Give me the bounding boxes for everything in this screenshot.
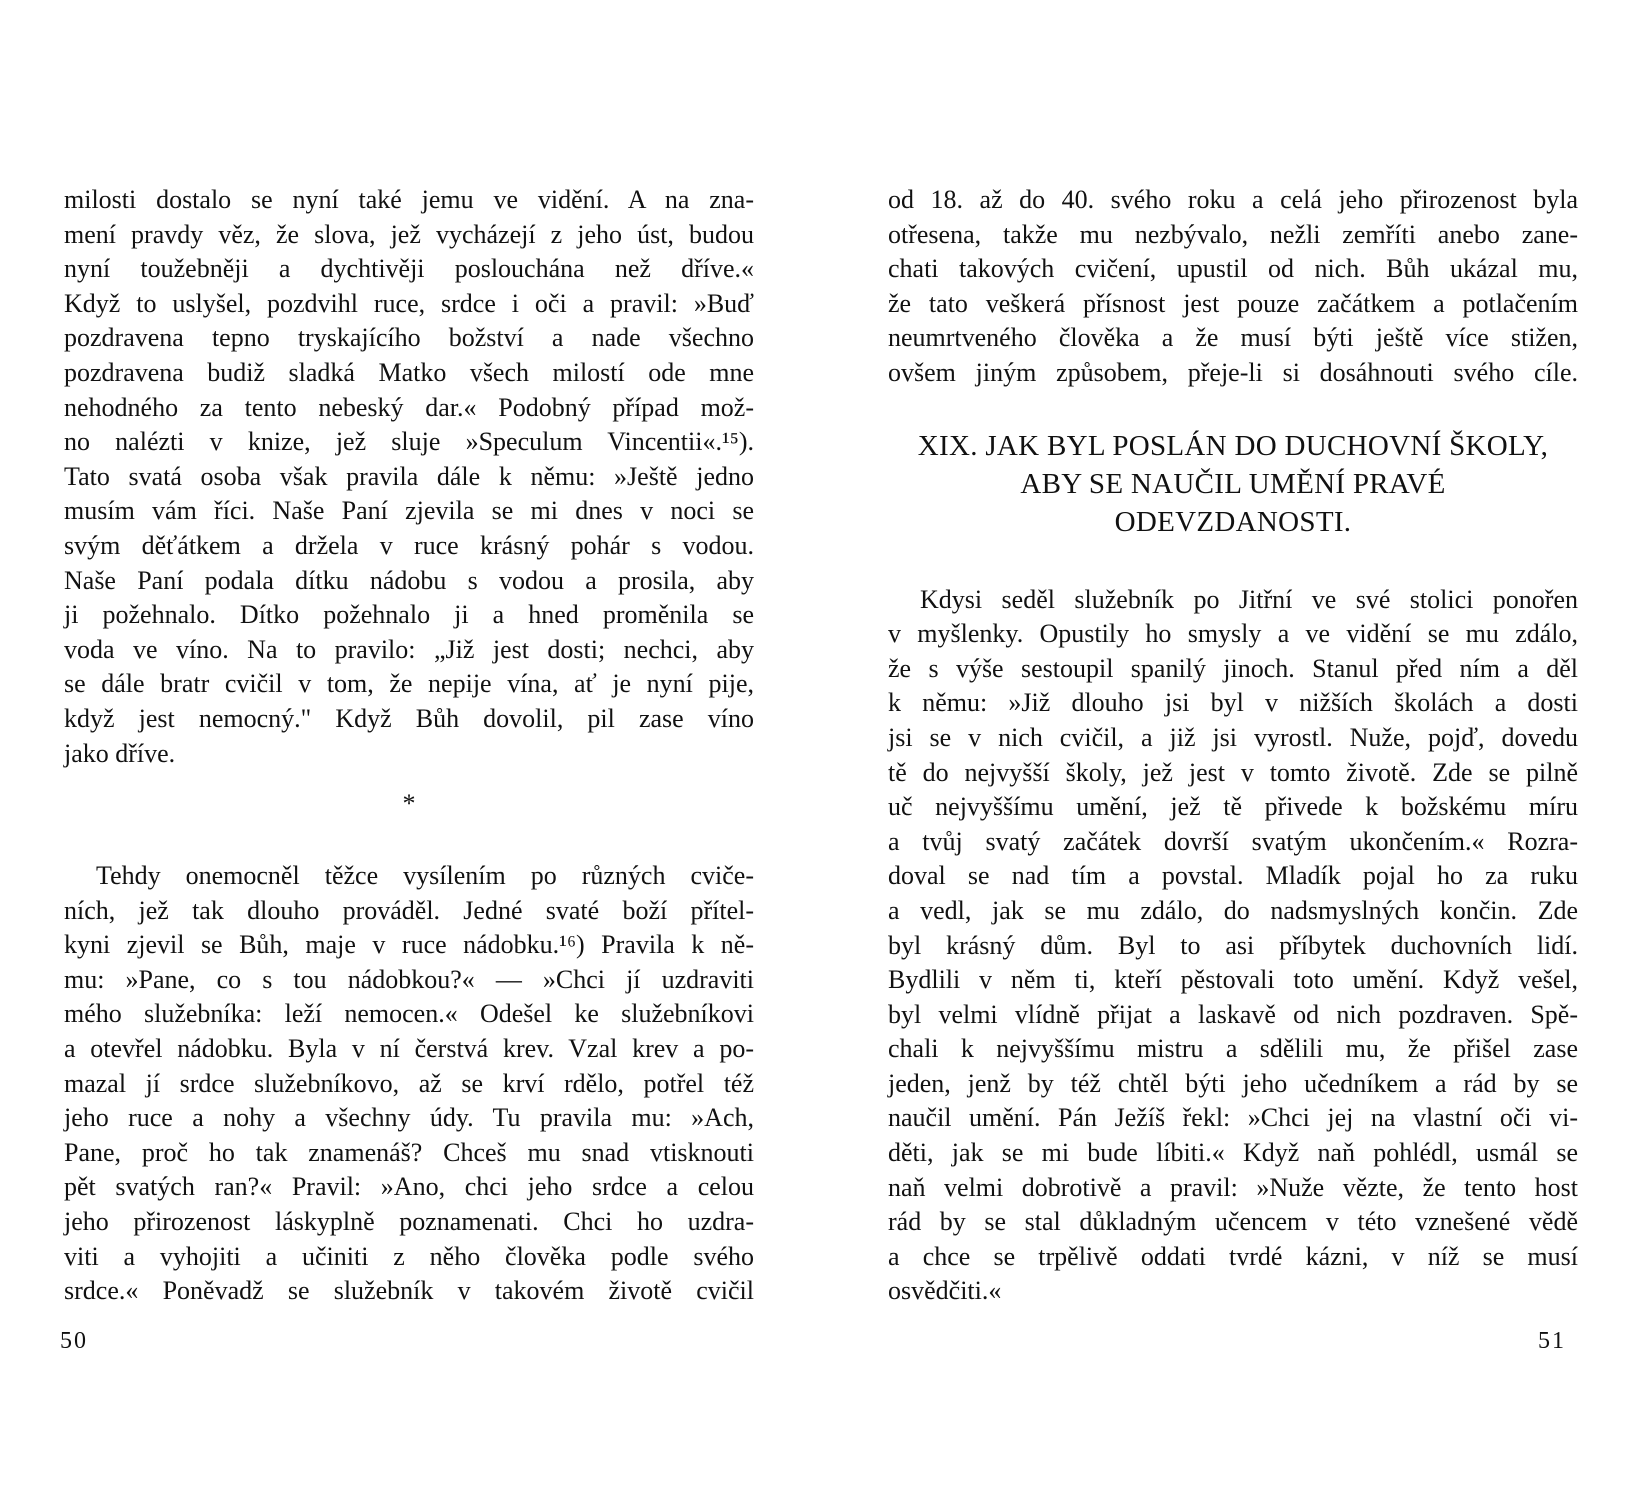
text-line: byl velmi vlídně přijat a laskavě od nich pozdraven. Spě- xyxy=(888,999,1578,1029)
left-paragraph-2 xyxy=(64,859,754,1309)
text-line: naučil umění. Pán Ježíš řekl: »Chci jej na vlastní oči vi- xyxy=(888,1103,1578,1133)
text-line: a otevřel nádobku. Byla v ní čerstvá krev. Vzal krev a po- xyxy=(64,1034,754,1064)
chapter-heading-line: XIX. JAK BYL POSLÁN DO DUCHOVNÍ ŠKOLY, xyxy=(917,429,1549,462)
text-line: naň velmi dobrotivě a pravil: »Nuže vězte, že tento host xyxy=(888,1172,1578,1202)
text-line: v myšlenky. Opustily ho smysly a ve vidění se mu zdálo, xyxy=(888,619,1578,649)
chapter-heading-line: ABY SE NAUČIL UMĚNÍ PRAVÉ xyxy=(1020,467,1446,500)
text-line: jeden, jenž by též chtěl býti jeho učedníkem a rád by se xyxy=(888,1068,1578,1098)
text-line: a vedl, jak se mu zdálo, do nadsmyslných končin. Zde xyxy=(888,895,1578,925)
text-line: jsi se v nich cvičil, a již jsi vyrostl. Nuže, pojď, dovedu xyxy=(888,722,1578,752)
text-line: mazal jí srdce služebníkovo, až se krví rdělo, potřel též xyxy=(64,1068,754,1098)
text-line: svým děťátkem a držela v ruce krásný pohár s vodou. xyxy=(64,530,754,560)
text-line: uč nejvyššímu umění, jež tě přivede k božskému míru xyxy=(888,792,1578,822)
text-line: Tato svatá osoba však pravila dále k němu: »Ještě jedno xyxy=(64,461,754,491)
text-line: viti a vyhojiti a učiniti z něho člověka podle svého xyxy=(64,1241,754,1271)
text-line: rád by se stal důkladným učencem v této vznešené vědě xyxy=(888,1207,1578,1237)
text-line: pozdravena budiž sladká Matko všech milostí ode mne xyxy=(64,357,754,387)
text-line: chati takových cvičení, upustil od nich. Bůh ukázal mu, xyxy=(888,254,1578,284)
text-line: od 18. až do 40. svého roku a celá jeho přirozenost byla xyxy=(888,185,1578,214)
text-line: ji požehnalo. Dítko požehnalo ji a hned proměnila se xyxy=(64,600,754,630)
text-line: voda ve víno. Na to pravilo: „Již jest dosti; nechci, aby xyxy=(64,634,754,664)
right-paragraph-1 xyxy=(888,183,1578,391)
text-line: kyni zjevil se Bůh, maje v ruce nádobku.¹⁶) Pravila k ně- xyxy=(64,930,754,960)
text-line: otřesena, takže mu nezbývalo, nežli zemříti anebo zane- xyxy=(888,219,1578,249)
text-line: Bydlili v něm ti, kteří pěstovali toto umění. Když vešel, xyxy=(888,965,1578,995)
text-line: ovšem jiným způsobem, přeje-li si dosáhnouti svého cíle. xyxy=(888,357,1578,387)
text-line: nehodného za tento nebeský dar.« Podobný případ mož- xyxy=(64,392,754,422)
text-line: doval se nad tím a povstal. Mladík pojal ho za ruku xyxy=(888,861,1578,891)
text-line: chali k nejvyššímu mistru a sdělili mu, že přišel zase xyxy=(888,1034,1578,1064)
text-line: Naše Paní podala dítku nádobu s vodou a prosila, aby xyxy=(64,565,754,595)
text-line: ních, jež tak dlouho prováděl. Jedné svaté boží přítel- xyxy=(64,895,754,925)
text-line: že s výše sestoupil spanilý jinoch. Stanul před ním a děl xyxy=(888,653,1578,683)
text-line: tě do nejvyšší školy, jež jest v tomto životě. Zde se pilně xyxy=(888,757,1578,787)
text-line: a chce se trpělivě oddati tvrdé kázni, v níž se musí xyxy=(888,1241,1578,1271)
text-line: a tvůj svatý začátek dovrší svatým ukončením.« Rozra- xyxy=(888,826,1578,856)
text-line: že tato veškerá přísnost jest pouze začátkem a potlačením xyxy=(888,288,1578,318)
chapter-heading-line: ODEVZDANOSTI. xyxy=(1114,505,1352,538)
text-line: milosti dostalo se nyní také jemu ve vidění. A na zna- xyxy=(64,185,754,214)
text-line: pozdravena tepno tryskajícího božství a nade všechno xyxy=(64,323,754,353)
text-line: k němu: »Již dlouho jsi byl v nižších školách a dosti xyxy=(888,688,1578,718)
text-line: no nalézti v knize, jež sluje »Speculum Vincentii«.¹⁵). xyxy=(64,427,754,457)
text-line: musím vám říci. Naše Paní zjevila se mi dnes v noci se xyxy=(64,496,754,526)
chapter-heading xyxy=(888,427,1578,541)
text-line: Když to uslyšel, pozdvihl ruce, srdce i oči a pravil: »Buď xyxy=(64,288,754,318)
text-line: Tehdy onemocněl těžce vysílením po různých cviče- xyxy=(96,861,754,891)
right-paragraph-2 xyxy=(888,583,1578,1309)
text-line: děti, jak se mi bude líbiti.« Když naň pohlédl, usmál se xyxy=(888,1138,1578,1168)
text-line: jako dříve. xyxy=(64,738,176,768)
left-page xyxy=(64,183,754,1309)
text-line: pět svatých ran?« Pravil: »Ano, chci jeho srdce a celou xyxy=(64,1172,754,1202)
text-line: Pane, proč ho tak znamenáš? Chceš mu snad vtisknouti xyxy=(64,1137,754,1167)
text-line: když jest nemocný." Když Bůh dovolil, pil zase víno xyxy=(64,703,754,733)
text-line: jeho ruce a nohy a všechny údy. Tu pravila mu: »Ach, xyxy=(64,1103,754,1133)
page-number-left: 50 xyxy=(60,1328,88,1354)
text-line: srdce.« Poněvadž se služebník v takovém životě cvičil xyxy=(64,1276,754,1306)
text-line: se dále bratr cvičil v tom, že nepije vína, ať je nyní pije, xyxy=(64,669,754,699)
text-line: Kdysi seděl služebník po Jitřní ve své stolici ponořen xyxy=(920,584,1578,614)
page-number-right: 51 xyxy=(1538,1328,1566,1354)
left-paragraph-1 xyxy=(64,183,754,771)
text-line: jeho přirozenost láskyplně poznamenati. Chci ho uzdra- xyxy=(64,1207,754,1237)
text-line: mení pravdy věz, že slova, jež vycházejí z jeho úst, budou xyxy=(64,219,754,249)
right-page xyxy=(888,183,1578,1309)
text-line: mého služebníka: leží nemocen.« Odešel ke služebníkovi xyxy=(64,999,754,1029)
text-line: neumrtveného člověka a že musí býti ještě více stižen, xyxy=(888,323,1578,353)
section-separator: * xyxy=(402,789,416,819)
text-line: osvědčiti.« xyxy=(888,1276,1002,1306)
text-line: nyní toužebněji a dychtivěji poslouchána než dříve.« xyxy=(64,254,754,284)
text-line: byl krásný dům. Byl to asi příbytek duchovních lidí. xyxy=(888,930,1578,960)
text-line: mu: »Pane, co s tou nádobkou?« — »Chci jí uzdraviti xyxy=(64,964,754,994)
